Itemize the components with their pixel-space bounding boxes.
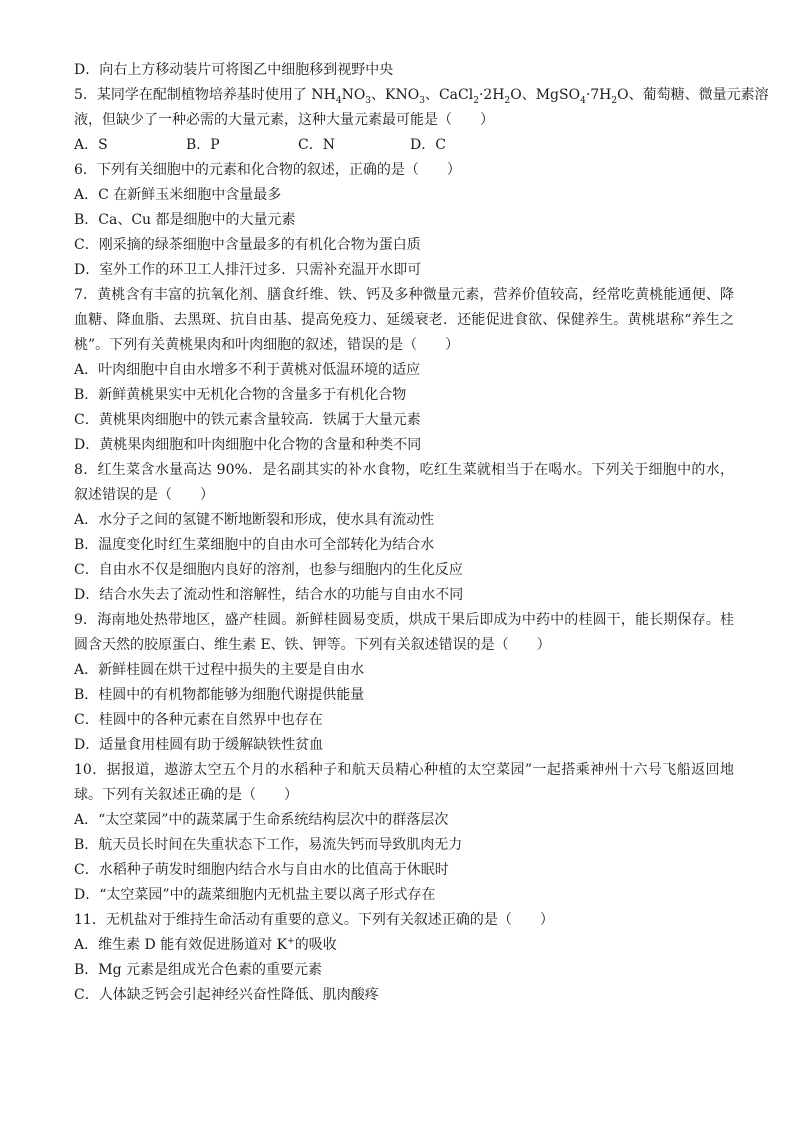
q9-option-b: B．桂圆中的有机物都能够为细胞代谢提供能量: [74, 687, 365, 703]
q5-option-d: D．C: [410, 137, 446, 153]
q10-option-c: C．水稻种子萌发时细胞内结合水与自由水的比值高于休眠时: [74, 862, 449, 878]
q7-stem: 7．黄桃含有丰富的抗氧化剂、膳食纤维、铁、钙及多种微量元素，营养价值较高，经常吃黄桃能通便、降血糖、降血脂、去黑斑、抗自由基、提高免疫力、延缓衰老．还能促进食欲、保健养生。黄桃堪称“养生之桃”。下列有关黄桃果肉和叶肉细胞的叙述，错误的是（ ）: [74, 287, 734, 353]
q5-option-b: B．P: [186, 137, 220, 153]
q5-option-a: A．S: [74, 137, 108, 153]
q6-stem: 6．下列有关细胞中的元素和化合物的叙述，正确的是（ ）: [74, 162, 461, 178]
q10-option-d: D．“太空菜园”中的蔬菜细胞内无机盐主要以离子形式存在: [74, 887, 436, 903]
q5-stem-line2: 液，但缺少了一种必需的大量元素，这种大量元素最可能是（ ）: [74, 112, 494, 128]
q9-option-d: D．适量食用桂圆有助于缓解缺铁性贫血: [74, 737, 324, 753]
q8-stem: 8．红生菜含水量高达 90%．是名副其实的补水食物，吃红生菜就相当于在喝水。下列关于细胞中的水，叙述错误的是（ ）: [74, 462, 734, 503]
q10-stem: 10．据报道，遨游太空五个月的水稻种子和航天员精心种植的太空菜园”一起搭乘神州十六号飞船返回地球。下列有关叙述正确的是（ ）: [74, 762, 734, 803]
q9-option-c: C．桂圆中的各种元素在自然界中也存在: [74, 712, 323, 728]
q6-option-d: D．室外工作的环卫工人排汗过多．只需补充温开水即可: [74, 262, 422, 278]
q9-stem: 9．海南地处热带地区，盛产桂圆。新鲜桂圆易变质，烘成干果后即成为中药中的桂圆干，能长期保存。桂圆含天然的胶原蛋白、维生素 E、铁、钾等。下列有关叙述错误的是（ ）: [74, 612, 734, 653]
q7-option-c: C．黄桃果肉细胞中的铁元素含量较高．铁属于大量元素: [74, 412, 421, 428]
q8-option-b: B．温度变化时红生菜细胞中的自由水可全部转化为结合水: [74, 537, 435, 553]
q5-options: [74, 133, 734, 158]
q6-option-a: A．C 在新鲜玉米细胞中含量最多: [74, 187, 282, 203]
q11-option-b: B．Mg 元素是组成光合色素的重要元素: [74, 962, 323, 978]
q10-option-b: B．航天员长时间在失重状态下工作，易流失钙而导致肌肉无力: [74, 837, 463, 853]
q8-option-d: D．结合水失去了流动性和溶解性，结合水的功能与自由水不同: [74, 587, 464, 603]
q11-option-c: C．人体缺乏钙会引起神经兴奋性降低、肌肉酸疼: [74, 987, 379, 1003]
q6-option-b: B．Ca、Cu 都是细胞中的大量元素: [74, 212, 296, 228]
q6-option-c: C．刚采摘的绿茶细胞中含量最多的有机化合物为蛋白质: [74, 237, 421, 253]
q7-option-d: D．黄桃果肉细胞和叶肉细胞中化合物的含量和种类不同: [74, 437, 422, 453]
q8-option-a: A．水分子之间的氢键不断地断裂和形成，使水具有流动性: [74, 512, 435, 528]
exam-page: [74, 58, 769, 1008]
q9-option-a: A．新鲜桂圆在烘干过程中损失的主要是自由水: [74, 662, 365, 678]
q4-option-d: D．向右上方移动装片可将图乙中细胞移到视野中央: [74, 62, 394, 78]
q5-stem-line1: 5．某同学在配制植物培养基时使用了 $NH_4NO_3$、$KNO_3$、$CaCl_2\cdot 2H_2O$、$MgSO_4\cdot 7H_2O$、葡萄糖、微量元素溶: [74, 87, 769, 106]
q11-stem: 11．无机盐对于维持生命活动有重要的意义。下列有关叙述正确的是（ ）: [74, 912, 554, 928]
q8-option-c: C．自由水不仅是细胞内良好的溶剂，也参与细胞内的生化反应: [74, 562, 463, 578]
q7-option-a: A．叶肉细胞中自由水增多不利于黄桃对低温环境的适应: [74, 362, 421, 378]
q7-option-b: B．新鲜黄桃果实中无机化合物的含量多于有机化合物: [74, 387, 407, 403]
q5-option-c: C．N: [298, 137, 335, 153]
q11-option-a: A．维生素 D 能有效促进肠道对 K+的吸收: [74, 936, 337, 953]
q10-option-a: A．“太空菜园”中的蔬菜属于生命系统结构层次中的群落层次: [74, 812, 449, 828]
